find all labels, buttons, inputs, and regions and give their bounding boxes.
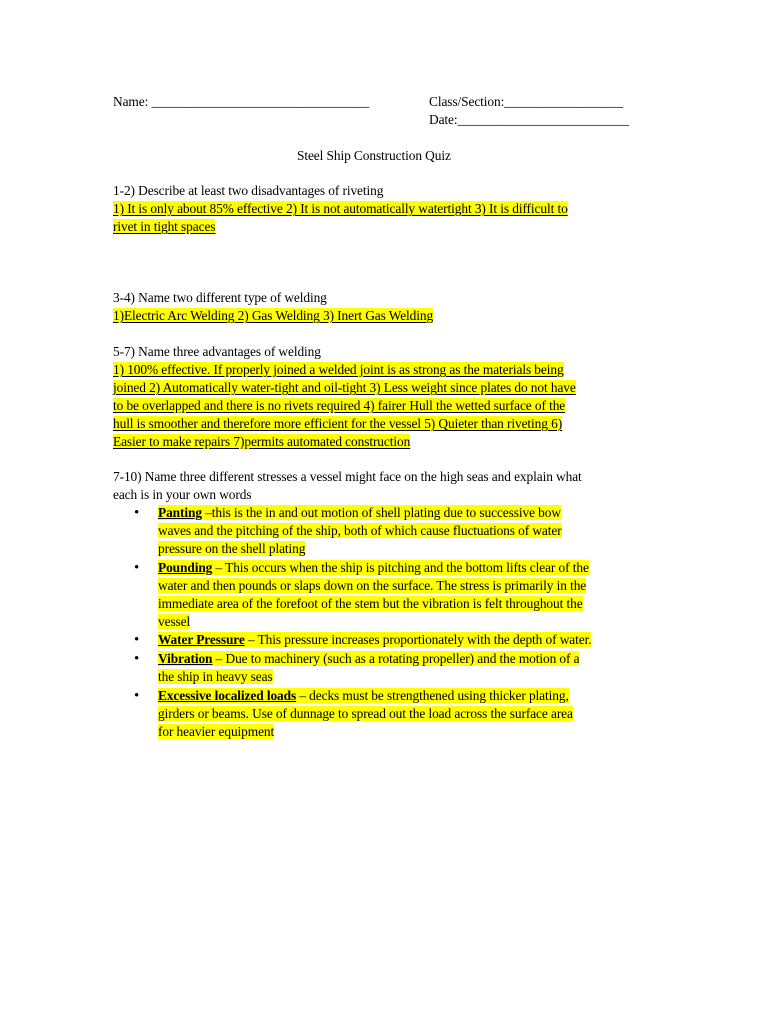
- stress-term: Water Pressure: [158, 632, 245, 647]
- class-section-field: [429, 93, 623, 111]
- stress-localized-loads-line-3: for heavier equipment: [158, 724, 275, 739]
- class-section-blank: __________________: [504, 94, 623, 109]
- answer-5-7-line-2: joined 2) Automatically water-tight and oil-tight 3) Less weight since plates do not have: [113, 380, 576, 395]
- date-label: Date:: [429, 112, 458, 127]
- answer-5-7-line-5: Easier to make repairs 7)permits automated construction: [113, 434, 411, 449]
- stress-water-pressure-line-1: Water Pressure – This pressure increases proportionately with the depth of water.: [158, 632, 592, 647]
- stress-pounding-line-4: vessel: [158, 614, 191, 629]
- bullet-icon: •: [134, 560, 140, 576]
- stress-panting-line-1: Panting –this is the in and out motion of shell plating due to successive bow: [158, 505, 561, 520]
- date-blank: __________________________: [457, 112, 629, 127]
- answer-3-4-line-1: 1)Electric Arc Welding 2) Gas Welding 3) Inert Gas Welding: [113, 308, 434, 323]
- answer-5-7-line-4: hull is smoother and therefore more efficient for the vessel 5) Quieter than riveting 6): [113, 416, 563, 431]
- stress-panting-line-3: pressure on the shell plating: [158, 541, 306, 556]
- stress-panting-line-2: waves and the pitching of the ship, both of which cause fluctuations of water: [158, 523, 562, 538]
- stress-term: Vibration: [158, 651, 213, 666]
- bullet-icon: •: [134, 632, 140, 648]
- answer-1-2-line-2: rivet in tight spaces: [113, 219, 216, 234]
- name-blank: _________________________________: [151, 94, 370, 109]
- stress-localized-loads-line-2: girders or beams. Use of dunnage to spread out the load across the surface area: [158, 706, 573, 721]
- date-field: [429, 111, 629, 129]
- bullet-icon: •: [134, 688, 140, 704]
- stress-term: Excessive localized loads: [158, 688, 297, 703]
- question-7-10-line-2: each is in your own words: [113, 487, 252, 502]
- answer-1-2-line-1: 1) It is only about 85% effective 2) It is not automatically watertight 3) It is difficult to: [113, 201, 568, 216]
- stress-pounding-line-3: immediate area of the forefoot of the stem but the vibration is felt throughout the: [158, 596, 583, 611]
- stress-pounding-line-2: water and then pounds or slaps down on the surface. The stress is primarily in the: [158, 578, 587, 593]
- bullet-icon: •: [134, 651, 140, 667]
- answer-5-7-line-3: to be overlapped and there is no rivets required 4) fairer Hull the wetted surface of the: [113, 398, 566, 413]
- answer-5-7-line-1: 1) 100% effective. If properly joined a welded joint is as strong as the materials being: [113, 362, 564, 377]
- stress-pounding-line-1: Pounding – This occurs when the ship is pitching and the bottom lifts clear of the: [158, 560, 589, 575]
- stress-vibration-line-1: Vibration – Due to machinery (such as a rotating propeller) and the motion of a: [158, 651, 580, 666]
- bullet-icon: •: [134, 505, 140, 521]
- stress-vibration-line-2: the ship in heavy seas: [158, 669, 273, 684]
- stress-localized-loads-line-1: Excessive localized loads – decks must be strengthened using thicker plating,: [158, 688, 569, 703]
- question-1-2: 1-2) Describe at least two disadvantages of riveting: [113, 183, 384, 198]
- question-7-10-line-1: 7-10) Name three different stresses a vessel might face on the high seas and explain what: [113, 469, 582, 484]
- name-label: Name:: [113, 94, 149, 109]
- name-field: [113, 93, 369, 111]
- class-section-label: Class/Section:: [429, 94, 505, 109]
- question-3-4: 3-4) Name two different type of welding: [113, 290, 327, 305]
- question-5-7: 5-7) Name three advantages of welding: [113, 344, 321, 359]
- stress-term: Panting: [158, 505, 202, 520]
- page-title: Steel Ship Construction Quiz: [297, 148, 451, 163]
- stress-term: Pounding: [158, 560, 213, 575]
